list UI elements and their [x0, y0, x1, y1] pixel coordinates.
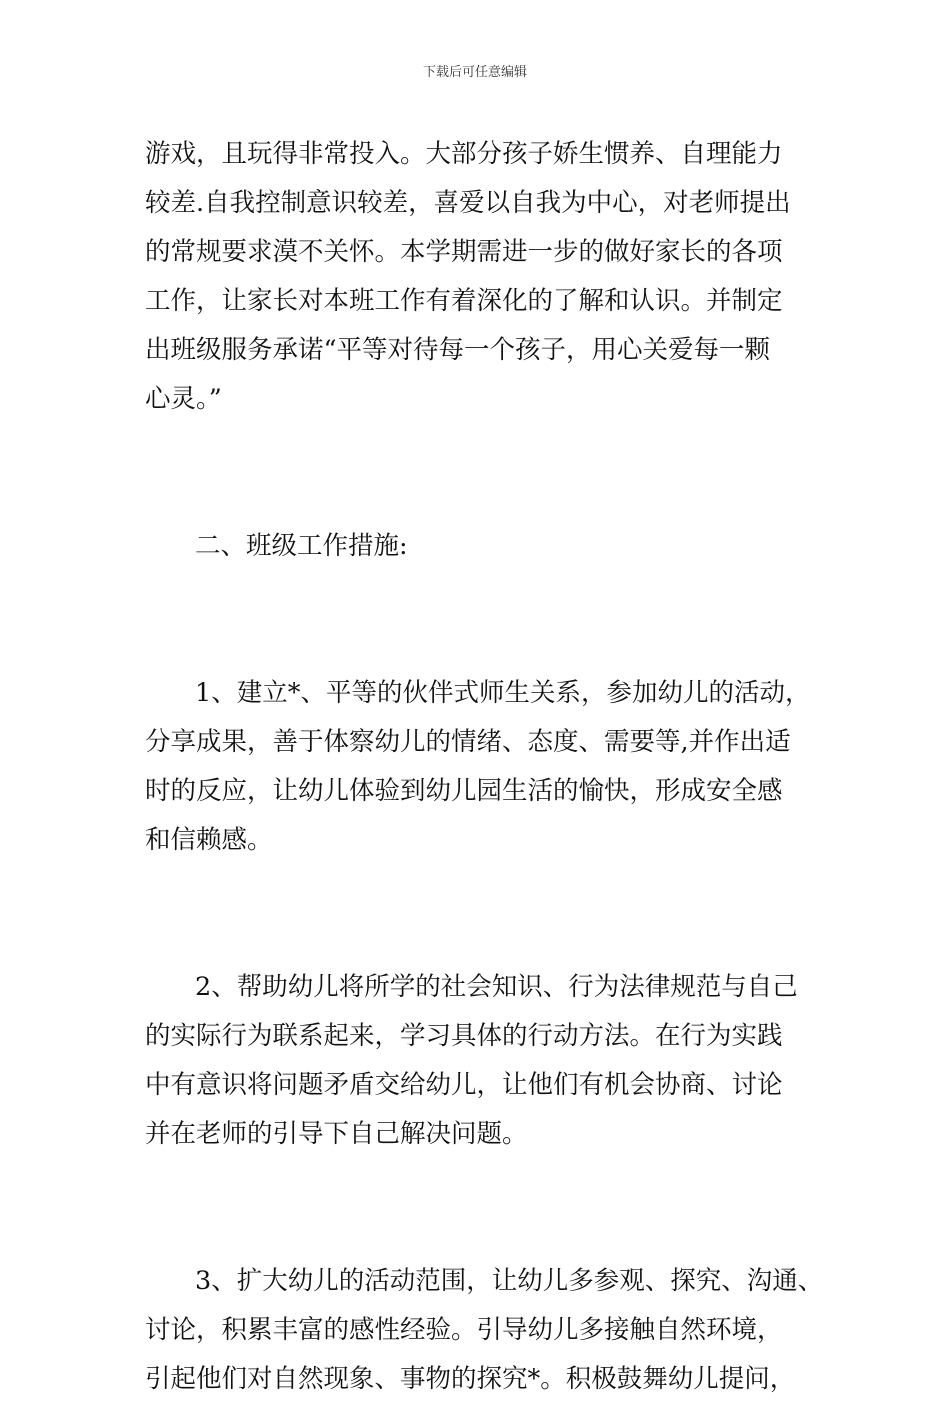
page-header: 下载后可任意编辑	[422, 65, 527, 80]
paragraph-gap	[145, 424, 820, 473]
measure-item-3	[145, 1257, 824, 1404]
text-line: 2、帮助幼儿将所学的社会知识、行为法律规范与自己	[195, 972, 798, 1002]
paragraph-gap	[145, 1208, 820, 1257]
text-line: 的常规要求漠不关怀。本学期需进一步的做好家长的各项	[145, 237, 783, 267]
paragraph-class-situation	[145, 130, 820, 424]
text-line: 和信赖感。	[145, 825, 273, 855]
text-line: 引起他们对自然现象、事物的探究*。积极鼓舞幼儿提问，	[145, 1364, 796, 1394]
text-line: 较差.自我控制意识较差，喜爱以自我为中心，对老师提出	[145, 188, 791, 218]
text-line: 心灵。”	[145, 384, 222, 414]
paragraph-gap	[145, 473, 820, 522]
section-heading-measures	[145, 522, 820, 571]
paragraph-gap	[145, 1159, 820, 1208]
text-line: 3、扩大幼儿的活动范围，让幼儿多参观、探究、沟通、	[195, 1266, 824, 1296]
text-line: 时的反应，让幼儿体验到幼儿园生活的愉快，形成安全感	[145, 776, 783, 806]
heading-text: 二、班级工作措施:	[195, 531, 408, 561]
measure-item-1	[145, 669, 820, 865]
text-line: 的实际行为联系起来，学习具体的行动方法。在行为实践	[145, 1021, 783, 1051]
text-line: 中有意识将问题矛盾交给幼儿，让他们有机会协商、讨论	[145, 1070, 783, 1100]
text-line: 讨论，积累丰富的感性经验。引导幼儿多接触自然环境，	[145, 1315, 783, 1345]
text-line: 1、建立*、平等的伙伴式师生关系，参加幼儿的活动，	[195, 678, 811, 708]
paragraph-gap	[145, 571, 820, 620]
text-line: 工作，让家长对本班工作有着深化的了解和认识。并制定	[145, 286, 783, 316]
text-line: 分享成果，善于体察幼儿的情绪、态度、需要等,并作出适	[145, 727, 791, 757]
text-line: 游戏，且玩得非常投入。大部分孩子娇生惯养、自理能力	[145, 139, 783, 169]
text-line: 出班级服务承诺“平等对待每一个孩子，用心关爱每一颗	[145, 335, 771, 365]
paragraph-gap	[145, 620, 820, 669]
paragraph-gap	[145, 865, 820, 914]
paragraph-gap	[145, 914, 820, 963]
document-body	[145, 130, 824, 1404]
text-line: 并在老师的引导下自己解决问题。	[145, 1119, 528, 1149]
measure-item-2	[145, 963, 820, 1159]
